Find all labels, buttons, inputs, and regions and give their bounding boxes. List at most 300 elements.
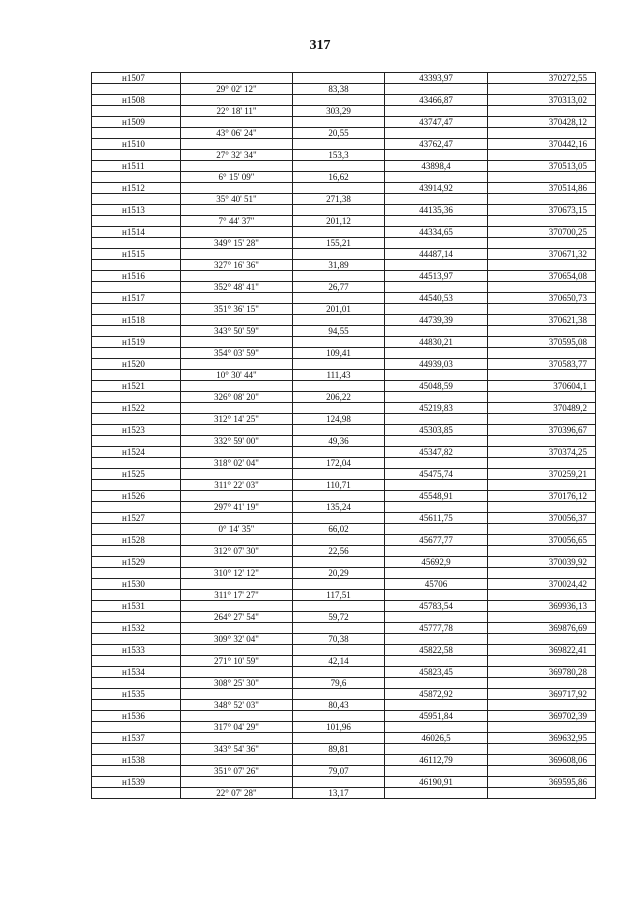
empty-cell [181,117,293,128]
empty-cell [293,623,385,634]
empty-cell [488,546,596,557]
empty-cell [385,788,488,799]
empty-cell [92,106,181,117]
segment-length: 66,02 [293,524,385,535]
point-id: н1519 [92,337,181,348]
point-id: н1509 [92,117,181,128]
coord-y: 370673,15 [488,205,596,216]
direction-angle: 35° 40' 51" [181,194,293,205]
coord-y: 370024,42 [488,579,596,590]
empty-cell [92,348,181,359]
coord-y: 369632,95 [488,733,596,744]
point-id: н1511 [92,161,181,172]
empty-cell [385,458,488,469]
direction-angle: 312° 14' 25" [181,414,293,425]
empty-cell [92,128,181,139]
empty-cell [488,700,596,711]
table-row [92,238,596,249]
empty-cell [92,238,181,249]
empty-cell [385,612,488,623]
segment-length: 153,3 [293,150,385,161]
empty-cell [488,238,596,249]
empty-cell [293,469,385,480]
segment-length: 111,43 [293,370,385,381]
coord-y: 370621,38 [488,315,596,326]
table-row [92,623,596,634]
empty-cell [92,788,181,799]
point-id: н1521 [92,381,181,392]
segment-length: 135,24 [293,502,385,513]
coord-y: 370176,12 [488,491,596,502]
empty-cell [385,436,488,447]
coord-x: 43747,47 [385,117,488,128]
empty-cell [92,700,181,711]
segment-length: 124,98 [293,414,385,425]
empty-cell [293,557,385,568]
coord-x: 43762,47 [385,139,488,150]
empty-cell [293,667,385,678]
direction-angle: 332° 59' 00" [181,436,293,447]
empty-cell [181,425,293,436]
direction-angle: 343° 54' 36" [181,744,293,755]
empty-cell [181,645,293,656]
coord-y: 370671,32 [488,249,596,260]
empty-cell [181,579,293,590]
point-id: н1527 [92,513,181,524]
point-id: н1512 [92,183,181,194]
table-row [92,348,596,359]
empty-cell [92,392,181,403]
coord-y: 370428,12 [488,117,596,128]
segment-length: 101,96 [293,722,385,733]
point-id: н1514 [92,227,181,238]
empty-cell [181,513,293,524]
direction-angle: 312° 07' 30" [181,546,293,557]
empty-cell [385,84,488,95]
empty-cell [488,304,596,315]
empty-cell [385,568,488,579]
table-row [92,502,596,513]
table-row [92,414,596,425]
empty-cell [488,744,596,755]
empty-cell [181,183,293,194]
empty-cell [293,645,385,656]
empty-cell [385,150,488,161]
empty-cell [92,260,181,271]
empty-cell [92,282,181,293]
table-row [92,469,596,480]
empty-cell [293,777,385,788]
empty-cell [385,326,488,337]
empty-cell [92,678,181,689]
empty-cell [92,612,181,623]
point-id: н1526 [92,491,181,502]
empty-cell [385,524,488,535]
coord-x: 45475,74 [385,469,488,480]
empty-cell [293,579,385,590]
empty-cell [181,161,293,172]
table-row [92,733,596,744]
table-row [92,326,596,337]
empty-cell [293,425,385,436]
table-row [92,711,596,722]
empty-cell [181,381,293,392]
empty-cell [385,722,488,733]
direction-angle: 351° 36' 15" [181,304,293,315]
empty-cell [181,359,293,370]
table-row [92,293,596,304]
empty-cell [385,744,488,755]
table-row [92,205,596,216]
empty-cell [488,106,596,117]
empty-cell [92,150,181,161]
direction-angle: 0° 14' 35" [181,524,293,535]
empty-cell [488,260,596,271]
empty-cell [293,315,385,326]
empty-cell [385,700,488,711]
empty-cell [385,392,488,403]
empty-cell [293,689,385,700]
empty-cell [293,447,385,458]
segment-length: 117,51 [293,590,385,601]
empty-cell [181,755,293,766]
coord-x: 45951,84 [385,711,488,722]
direction-angle: 318° 02' 04" [181,458,293,469]
empty-cell [181,337,293,348]
table-row [92,139,596,150]
empty-cell [385,656,488,667]
empty-cell [181,447,293,458]
empty-cell [385,304,488,315]
empty-cell [92,656,181,667]
coord-y: 369780,28 [488,667,596,678]
empty-cell [488,524,596,535]
point-id: н1536 [92,711,181,722]
direction-angle: 309° 32' 04" [181,634,293,645]
empty-cell [181,711,293,722]
point-id: н1510 [92,139,181,150]
empty-cell [488,370,596,381]
table-row [92,579,596,590]
empty-cell [181,73,293,84]
empty-cell [385,348,488,359]
point-id: н1535 [92,689,181,700]
point-id: н1522 [92,403,181,414]
coordinates-table [91,72,596,799]
point-id: н1539 [92,777,181,788]
point-id: н1538 [92,755,181,766]
empty-cell [293,513,385,524]
coord-x: 45783,54 [385,601,488,612]
empty-cell [293,249,385,260]
empty-cell [92,744,181,755]
coord-y: 370259,21 [488,469,596,480]
empty-cell [92,568,181,579]
coord-y: 369822,41 [488,645,596,656]
empty-cell [181,271,293,282]
empty-cell [293,535,385,546]
table-row [92,689,596,700]
empty-cell [181,227,293,238]
table-row [92,546,596,557]
coordinates-table-body [92,73,596,799]
coord-x: 45692,9 [385,557,488,568]
empty-cell [92,546,181,557]
empty-cell [385,634,488,645]
coord-y: 369595,86 [488,777,596,788]
coord-y: 369936,13 [488,601,596,612]
coord-x: 44487,14 [385,249,488,260]
empty-cell [181,601,293,612]
table-row [92,117,596,128]
table-row [92,304,596,315]
coord-y: 370056,65 [488,535,596,546]
empty-cell [92,84,181,95]
direction-angle: 7° 44' 37" [181,216,293,227]
table-row [92,458,596,469]
empty-cell [181,249,293,260]
coord-x: 46112,79 [385,755,488,766]
point-id: н1530 [92,579,181,590]
empty-cell [92,436,181,447]
coord-x: 46026,5 [385,733,488,744]
segment-length: 79,6 [293,678,385,689]
empty-cell [488,348,596,359]
table-row [92,590,596,601]
page-number: 317 [309,38,331,53]
point-id: н1520 [92,359,181,370]
empty-cell [92,172,181,183]
segment-length: 109,41 [293,348,385,359]
segment-length: 80,43 [293,700,385,711]
table-row [92,194,596,205]
empty-cell [385,238,488,249]
empty-cell [293,337,385,348]
point-id: н1517 [92,293,181,304]
empty-cell [293,381,385,392]
point-id: н1524 [92,447,181,458]
direction-angle: 311° 22' 03" [181,480,293,491]
empty-cell [181,315,293,326]
segment-length: 13,17 [293,788,385,799]
coord-y: 369608,06 [488,755,596,766]
coord-y: 370374,25 [488,447,596,458]
empty-cell [92,216,181,227]
empty-cell [92,766,181,777]
segment-length: 201,12 [293,216,385,227]
empty-cell [181,293,293,304]
table-row [92,392,596,403]
empty-cell [488,612,596,623]
empty-cell [293,271,385,282]
empty-cell [488,634,596,645]
coord-y: 370442,16 [488,139,596,150]
segment-length: 89,81 [293,744,385,755]
point-id: н1507 [92,73,181,84]
table-row [92,359,596,370]
coord-y: 369876,69 [488,623,596,634]
direction-angle: 308° 25' 30" [181,678,293,689]
coord-x: 45706 [385,579,488,590]
table-row [92,128,596,139]
empty-cell [92,458,181,469]
empty-cell [293,755,385,766]
point-id: н1525 [92,469,181,480]
coord-y: 369717,92 [488,689,596,700]
segment-length: 26,77 [293,282,385,293]
segment-length: 20,55 [293,128,385,139]
empty-cell [181,139,293,150]
direction-angle: 348° 52' 03" [181,700,293,711]
empty-cell [293,293,385,304]
empty-cell [181,491,293,502]
table-row [92,216,596,227]
table-row [92,744,596,755]
empty-cell [181,689,293,700]
empty-cell [181,667,293,678]
coord-x: 45822,58 [385,645,488,656]
segment-length: 31,89 [293,260,385,271]
direction-angle: 29° 02' 12" [181,84,293,95]
point-id: н1529 [92,557,181,568]
empty-cell [385,216,488,227]
table-row [92,656,596,667]
direction-angle: 271° 10' 59" [181,656,293,667]
direction-angle: 297° 41' 19" [181,502,293,513]
coord-y: 370489,2 [488,403,596,414]
table-row [92,447,596,458]
coord-x: 45677,77 [385,535,488,546]
point-id: н1537 [92,733,181,744]
table-row [92,667,596,678]
coord-x: 45611,75 [385,513,488,524]
empty-cell [293,117,385,128]
table-row [92,645,596,656]
empty-cell [488,436,596,447]
empty-cell [293,73,385,84]
table-row [92,722,596,733]
point-id: н1528 [92,535,181,546]
table-row [92,678,596,689]
table-row [92,370,596,381]
empty-cell [293,227,385,238]
coord-y: 370514,86 [488,183,596,194]
coord-y: 370654,08 [488,271,596,282]
empty-cell [92,502,181,513]
empty-cell [385,106,488,117]
table-row [92,634,596,645]
table-row [92,106,596,117]
coord-y: 370513,05 [488,161,596,172]
empty-cell [488,480,596,491]
empty-cell [488,282,596,293]
empty-cell [92,326,181,337]
direction-angle: 264° 27' 54" [181,612,293,623]
empty-cell [92,304,181,315]
table-row [92,403,596,414]
table-row [92,271,596,282]
segment-length: 49,36 [293,436,385,447]
empty-cell [293,359,385,370]
empty-cell [181,205,293,216]
segment-length: 22,56 [293,546,385,557]
table-row [92,700,596,711]
table-row [92,227,596,238]
direction-angle: 27° 32' 34" [181,150,293,161]
point-id: н1531 [92,601,181,612]
empty-cell [385,502,488,513]
coord-x: 45777,78 [385,623,488,634]
empty-cell [385,546,488,557]
empty-cell [488,788,596,799]
empty-cell [293,403,385,414]
empty-cell [181,469,293,480]
table-row [92,425,596,436]
segment-length: 79,07 [293,766,385,777]
table-row [92,95,596,106]
segment-length: 20,29 [293,568,385,579]
direction-angle: 343° 50' 59" [181,326,293,337]
table-row [92,777,596,788]
empty-cell [293,95,385,106]
segment-length: 303,29 [293,106,385,117]
table-row [92,513,596,524]
coord-y: 370272,55 [488,73,596,84]
empty-cell [385,766,488,777]
empty-cell [181,777,293,788]
direction-angle: 326° 08' 20" [181,392,293,403]
empty-cell [92,414,181,425]
table-row [92,172,596,183]
coord-x: 44830,21 [385,337,488,348]
direction-angle: 6° 15' 09" [181,172,293,183]
table-row [92,73,596,84]
table-row [92,183,596,194]
empty-cell [488,128,596,139]
table-row [92,260,596,271]
empty-cell [293,183,385,194]
coord-x: 44135,36 [385,205,488,216]
point-id: н1532 [92,623,181,634]
segment-length: 206,22 [293,392,385,403]
coord-x: 43898,4 [385,161,488,172]
coord-x: 45303,85 [385,425,488,436]
empty-cell [293,733,385,744]
table-row [92,337,596,348]
point-id: н1515 [92,249,181,260]
empty-cell [293,205,385,216]
coord-x: 44334,65 [385,227,488,238]
segment-length: 42,14 [293,656,385,667]
empty-cell [385,194,488,205]
coord-y: 370604,1 [488,381,596,392]
empty-cell [92,370,181,381]
empty-cell [293,601,385,612]
empty-cell [181,557,293,568]
coord-x: 45548,91 [385,491,488,502]
table-row [92,766,596,777]
coord-x: 43393,97 [385,73,488,84]
coord-x: 45219,83 [385,403,488,414]
empty-cell [181,733,293,744]
table-row [92,282,596,293]
empty-cell [488,458,596,469]
coord-y: 369702,39 [488,711,596,722]
segment-length: 94,55 [293,326,385,337]
table-row [92,161,596,172]
direction-angle: 22° 18' 11" [181,106,293,117]
table-row [92,480,596,491]
